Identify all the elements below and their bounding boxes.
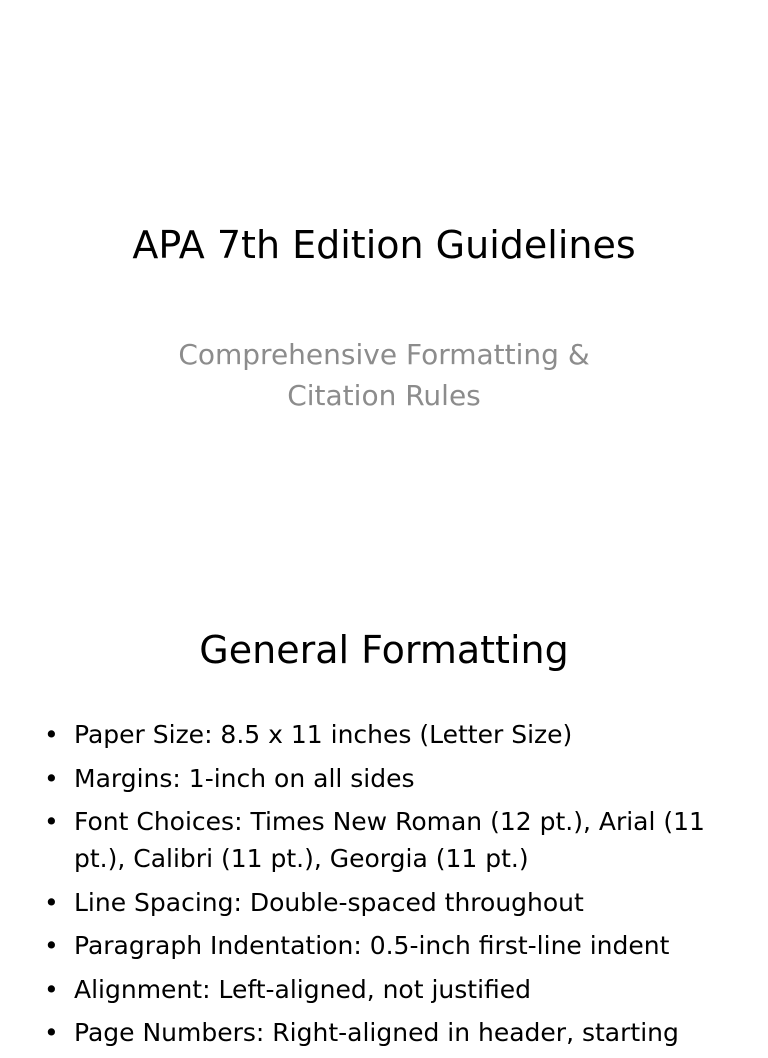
bullet-text: Page Numbers: Right-aligned in header, starting [74, 1018, 679, 1047]
bullet-line-spacing [0, 884, 768, 921]
bullet-paragraph-indentation [0, 927, 768, 964]
bullet-text-continued: pt.), Calibri (11 pt.), Georgia (11 pt.) [74, 844, 529, 873]
bullet-alignment [0, 971, 768, 1008]
subtitle-line-2: Citation Rules [287, 379, 481, 412]
bullet-text: Font Choices: Times New Roman (12 pt.), Arial (11 [74, 807, 705, 836]
bullet-text: Alignment: Left-aligned, not justified [74, 974, 532, 1004]
bullet-text: Paper Size: 8.5 x 11 inches (Letter Size) [74, 720, 573, 749]
bullet-list [0, 716, 768, 1058]
bullet-page-numbers [0, 1014, 768, 1051]
bullet-dot: • [44, 887, 59, 917]
bullet-dot: • [44, 720, 59, 749]
bullet-text: Paragraph Indentation: 0.5-inch first-line indent [74, 931, 670, 960]
bullet-margins [0, 760, 768, 797]
bullet-text: Margins: 1-inch on all sides [74, 763, 415, 793]
section-title: General Formatting [199, 628, 569, 672]
bullet-text: Line Spacing: Double-spaced throughout [74, 887, 584, 917]
subtitle-line-1: Comprehensive Formatting & [178, 338, 590, 371]
bullet-paper-size [0, 716, 768, 753]
bullet-dot: • [44, 931, 59, 960]
bullet-dot: • [44, 974, 59, 1004]
bullet-font-choices [0, 803, 768, 877]
bullet-dot: • [44, 807, 59, 836]
slide-subtitle [0, 334, 768, 416]
bullet-dot: • [44, 1018, 59, 1047]
bullet-dot: • [44, 763, 59, 793]
